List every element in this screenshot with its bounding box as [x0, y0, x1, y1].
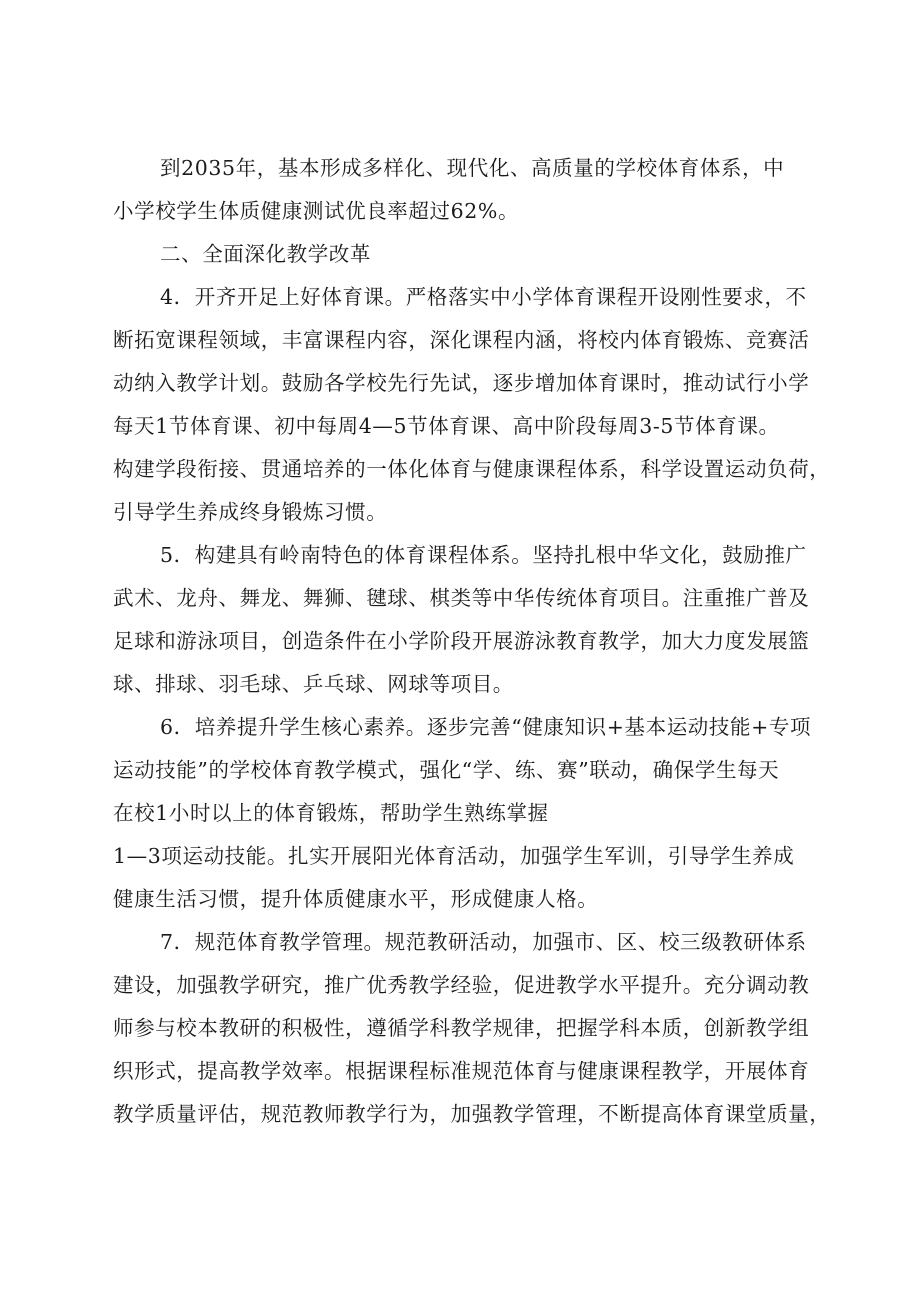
paragraph-line: 建设，加强教学研究，推广优秀教学经验，促进教学水平提升。充分调动教	[113, 973, 810, 997]
paragraph-line: 4．开齐开足上好体育课。严格落实中小学体育课程开设刚性要求，不	[160, 285, 807, 309]
paragraph-line: 武术、龙舟、舞龙、舞狮、毽球、棋类等中华传统体育项目。注重推广普及	[113, 586, 810, 610]
paragraph-line: 教学质量评估，规范教师教学行为，加强教学管理，不断提高体育课堂质量，	[113, 1102, 831, 1126]
paragraph-line: 足球和游泳项目，创造条件在小学阶段开展游泳教育教学，加大力度发展篮	[113, 629, 810, 653]
paragraph-line: 1—3项运动技能。扎实开展阳光体育活动，加强学生军训，引导学生养成	[113, 844, 795, 868]
paragraph-line: 构建学段衔接、贯通培养的一体化体育与健康课程体系，科学设置运动负荷，	[113, 457, 831, 481]
paragraph-line: 6．培养提升学生核心素养。逐步完善“健康知识+基本运动技能+专项	[160, 715, 812, 739]
paragraph-line: 到2035年，基本形成多样化、现代化、高质量的学校体育体系，中	[160, 156, 785, 180]
paragraph-line: 5．构建具有岭南特色的体育课程体系。坚持扎根中华文化，鼓励推广	[160, 543, 807, 567]
section-heading: 二、全面深化教学改革	[160, 242, 371, 266]
paragraph-line: 7．规范体育教学管理。规范教研活动，加强市、区、校三级教研体系	[160, 930, 807, 954]
paragraph-line: 断拓宽课程领域，丰富课程内容，深化课程内涵，将校内体育锻炼、竞赛活	[113, 328, 810, 352]
paragraph-line: 运动技能”的学校体育教学模式，强化“学、练、赛”联动，确保学生每天	[113, 758, 780, 782]
paragraph-line: 师参与校本教研的积极性，遵循学科教学规律，把握学科本质，创新教学组	[113, 1016, 810, 1040]
paragraph-line: 每天1节体育课、初中每周4—5节体育课、高中阶段每周3-5节体育课。	[113, 414, 780, 438]
paragraph-line: 织形式，提高教学效率。根据课程标准规范体育与健康课程教学，开展体育	[113, 1059, 810, 1083]
paragraph-line: 引导学生养成终身锻炼习惯。	[113, 500, 388, 524]
paragraph-line: 健康生活习惯，提升体质健康水平，形成健康人格。	[113, 887, 599, 911]
paragraph-line: 球、排球、羽毛球、乒乓球、网球等项目。	[113, 672, 514, 696]
paragraph-line: 动纳入教学计划。鼓励各学校先行先试，逐步增加体育课时，推动试行小学	[113, 371, 810, 395]
paragraph-line: 在校1小时以上的体育锻炼，帮助学生熟练掌握	[113, 801, 549, 825]
paragraph-line: 小学校学生体质健康测试优良率超过62%。	[113, 199, 520, 223]
